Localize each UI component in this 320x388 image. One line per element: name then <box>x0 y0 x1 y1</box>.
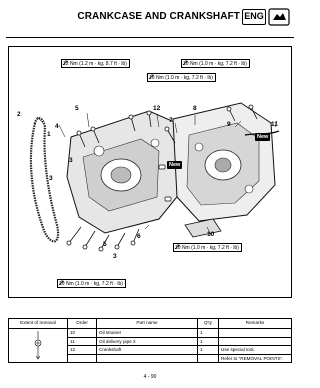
crankcase-illustration <box>9 47 293 299</box>
wrench-icon <box>148 74 154 80</box>
page-number: 4 - 90 <box>143 374 157 380</box>
qty-cell: 1 <box>198 346 219 355</box>
parts-table <box>8 318 292 363</box>
part-name-cell: Oil delivery pipe 2 <box>97 337 198 346</box>
column-header: Part name <box>97 319 198 329</box>
callout-number: 11 <box>271 121 278 128</box>
cam-chain <box>31 118 58 241</box>
callout-number: 9 <box>227 121 231 128</box>
torque-label: 10 Nm (1.0 m · kg, 7.2 ft · lb) <box>57 279 126 288</box>
torque-label: 12 Nm (1.2 m · kg, 8.7 ft · lb) <box>61 59 130 68</box>
callout-number: 6 <box>137 233 141 240</box>
header-rule <box>6 37 294 38</box>
order-cell <box>68 354 97 363</box>
order-cell: 10 <box>68 329 97 338</box>
callout-number: 3 <box>69 157 73 164</box>
column-header: Order <box>68 319 97 329</box>
column-header: Remarks <box>219 319 292 329</box>
callout-number: 5 <box>75 105 79 112</box>
callout-number: 8 <box>193 105 197 112</box>
callout-number: 12 <box>153 105 161 112</box>
column-header: Extent of removal <box>9 319 68 329</box>
callout-number: 5 <box>103 241 107 248</box>
qty-cell <box>198 354 219 363</box>
torque-label: 10 Nm (1.0 m · kg, 7.2 ft · lb) <box>147 73 216 82</box>
callout-number: 3 <box>113 253 117 260</box>
oil-strainer <box>185 219 221 237</box>
eng-badge: ENG <box>242 9 266 25</box>
remarks-cell: Refer to "REMOVAL POINTS". <box>219 354 292 363</box>
callout-number: 4 <box>55 123 59 130</box>
exploded-diagram <box>8 46 292 298</box>
page-header <box>60 8 292 28</box>
extent-cell <box>9 329 68 363</box>
remarks-cell: Use special tool. <box>219 346 292 355</box>
callout-number: 3 <box>49 175 53 182</box>
extent-marker-icon <box>33 330 43 360</box>
order-cell: 12 <box>68 346 97 355</box>
wrench-icon <box>62 60 68 66</box>
part-name-cell: Oil strainer <box>97 329 198 338</box>
table-row <box>9 329 292 338</box>
order-cell: 11 <box>68 337 97 346</box>
wrench-icon <box>174 244 180 250</box>
wrench-icon <box>182 60 188 66</box>
callout-number: 2 <box>17 111 21 118</box>
new-part-tag: New <box>257 134 269 140</box>
wrench-icon <box>58 280 64 286</box>
table-header-row <box>9 319 292 329</box>
callout-number: 10 <box>207 231 215 238</box>
column-header: Q'ty <box>198 319 219 329</box>
callout-number: 1 <box>47 131 51 138</box>
qty-cell: 1 <box>198 329 219 338</box>
part-name-cell <box>97 354 198 363</box>
engine-icon <box>268 8 290 26</box>
part-name-cell: Crankshaft <box>97 346 198 355</box>
qty-cell: 1 <box>198 337 219 346</box>
remarks-cell <box>219 329 292 338</box>
new-part-tag: New <box>169 162 181 168</box>
section-title: CRANKCASE AND CRANKSHAFT <box>77 11 240 22</box>
torque-label: 10 Nm (1.0 m · kg, 7.2 ft · lb) <box>173 243 242 252</box>
callout-number: 7 <box>169 117 173 124</box>
remarks-cell <box>219 337 292 346</box>
torque-label: 10 Nm (1.0 m · kg, 7.2 ft · lb) <box>181 59 250 68</box>
